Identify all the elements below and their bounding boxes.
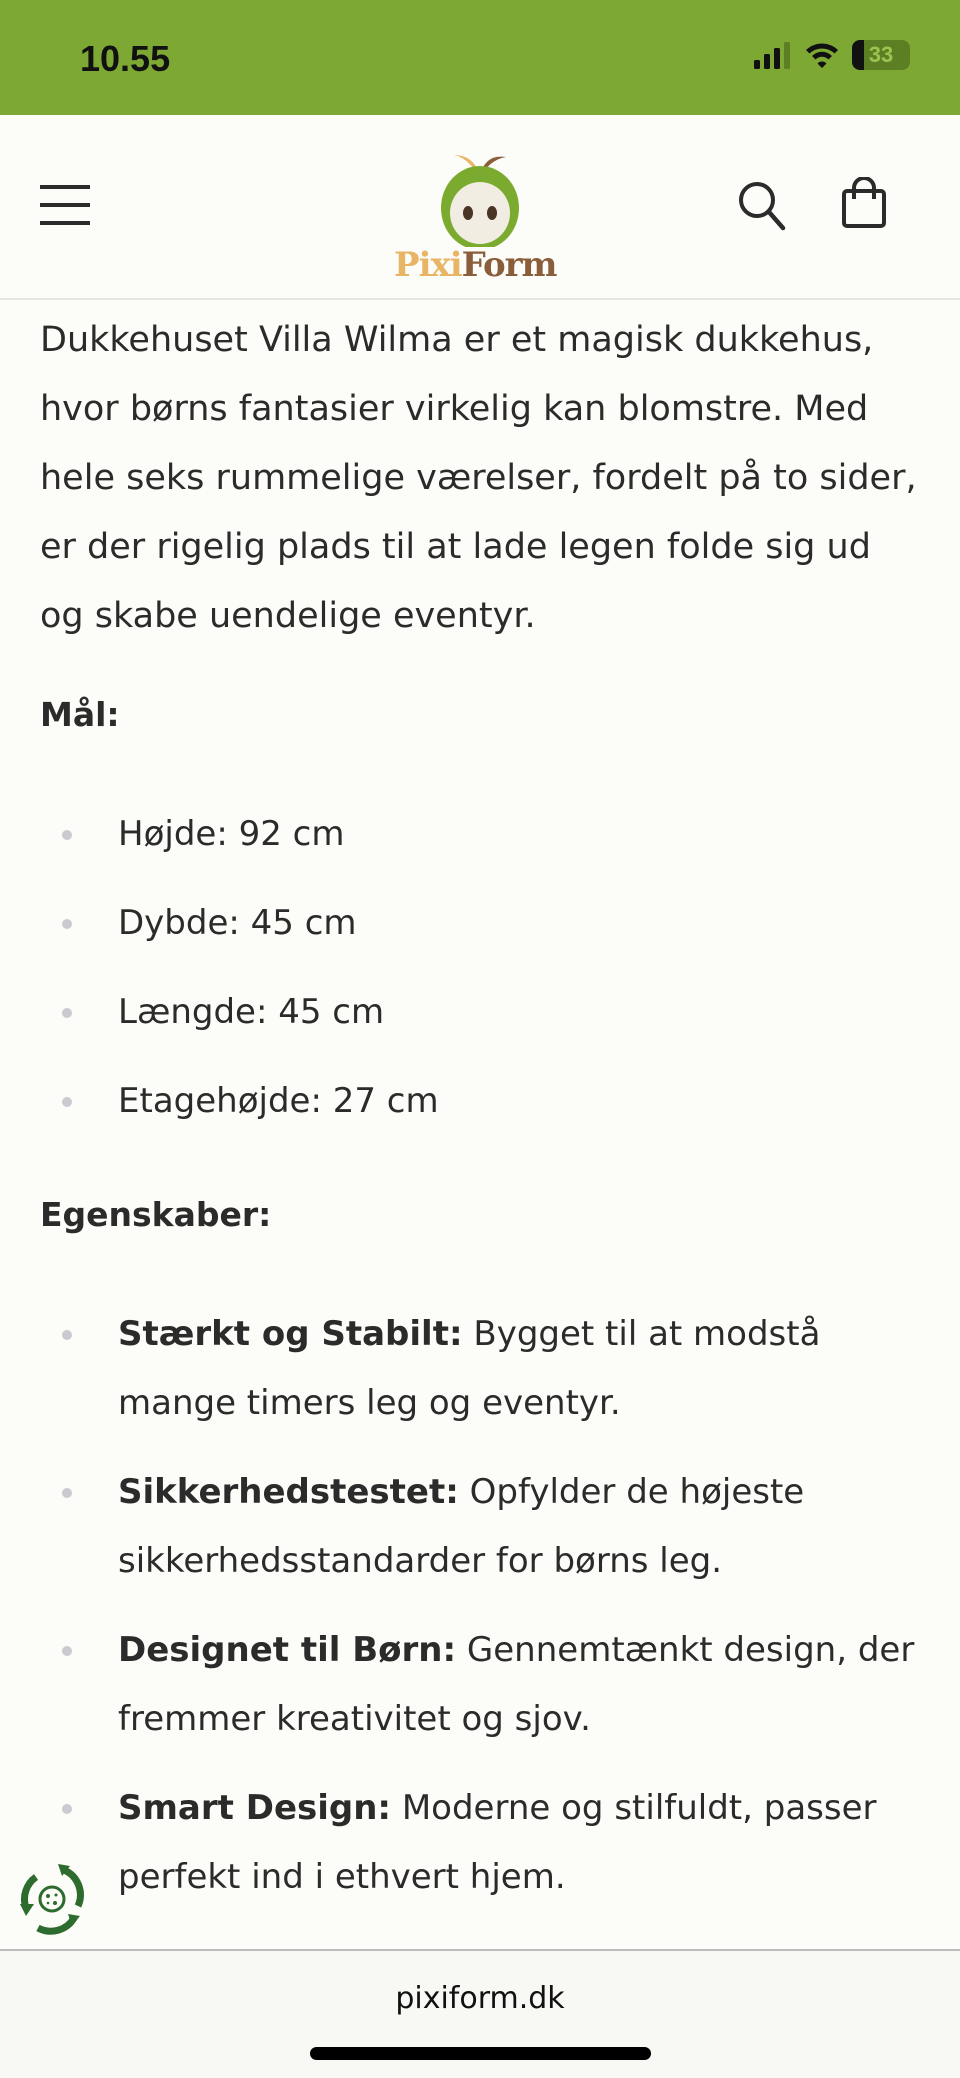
menu-button[interactable] — [40, 185, 90, 225]
status-bar — [0, 0, 960, 115]
cart-bag-icon[interactable] — [840, 177, 888, 229]
home-indicator[interactable] — [310, 2047, 651, 2060]
list-item: Designet til Børn: Gennemtænkt design, der fremmer kreativitet og sjov. — [40, 1616, 920, 1774]
wifi-icon — [804, 41, 840, 69]
list-item: Højde: 92 cm — [40, 790, 920, 879]
list-item: Stærkt og Stabilt: Bygget til at modstå mange timers leg og eventyr. — [40, 1300, 920, 1458]
recycle-badge-icon[interactable] — [14, 1860, 90, 1938]
list-item: Etagehøjde: 27 cm — [40, 1057, 920, 1146]
features-heading: Egenskaber: — [40, 1195, 272, 1234]
logo-mascot-icon — [390, 137, 570, 247]
logo[interactable] — [390, 137, 570, 287]
logo-text: PixiForm — [394, 245, 557, 285]
browser-bottom-bar — [0, 1949, 960, 2078]
dimensions-heading: Mål: — [40, 695, 120, 734]
url-label[interactable]: pixiform.dk — [395, 1981, 565, 2016]
clock: 10.55 — [80, 38, 171, 79]
dimensions-list — [40, 790, 920, 1146]
signal-icon — [754, 41, 792, 69]
intro-paragraph: Dukkehuset Villa Wilma er et magisk dukkehus, hvor børns fantasier virkelig kan blomstre. Med hele seks rummelige værelser, fordelt på to sider, er der rigelig plads til at lade legen folde sig ud og skabe uendelige eventyr. — [40, 320, 917, 636]
search-icon[interactable] — [736, 179, 788, 231]
product-description — [40, 300, 920, 1897]
site-header — [0, 115, 960, 300]
list-item: Smart Design: Moderne og stilfuldt, passer perfekt ind i ethvert hjem. — [40, 1774, 920, 1932]
list-item: Dybde: 45 cm — [40, 879, 920, 968]
list-item: Længde: 45 cm — [40, 968, 920, 1057]
battery-indicator: 33 — [852, 40, 910, 70]
list-item: Sikkerhedstestet: Opfylder de højeste sikkerhedsstandarder for børns leg. — [40, 1458, 920, 1616]
features-list — [40, 1300, 920, 1932]
